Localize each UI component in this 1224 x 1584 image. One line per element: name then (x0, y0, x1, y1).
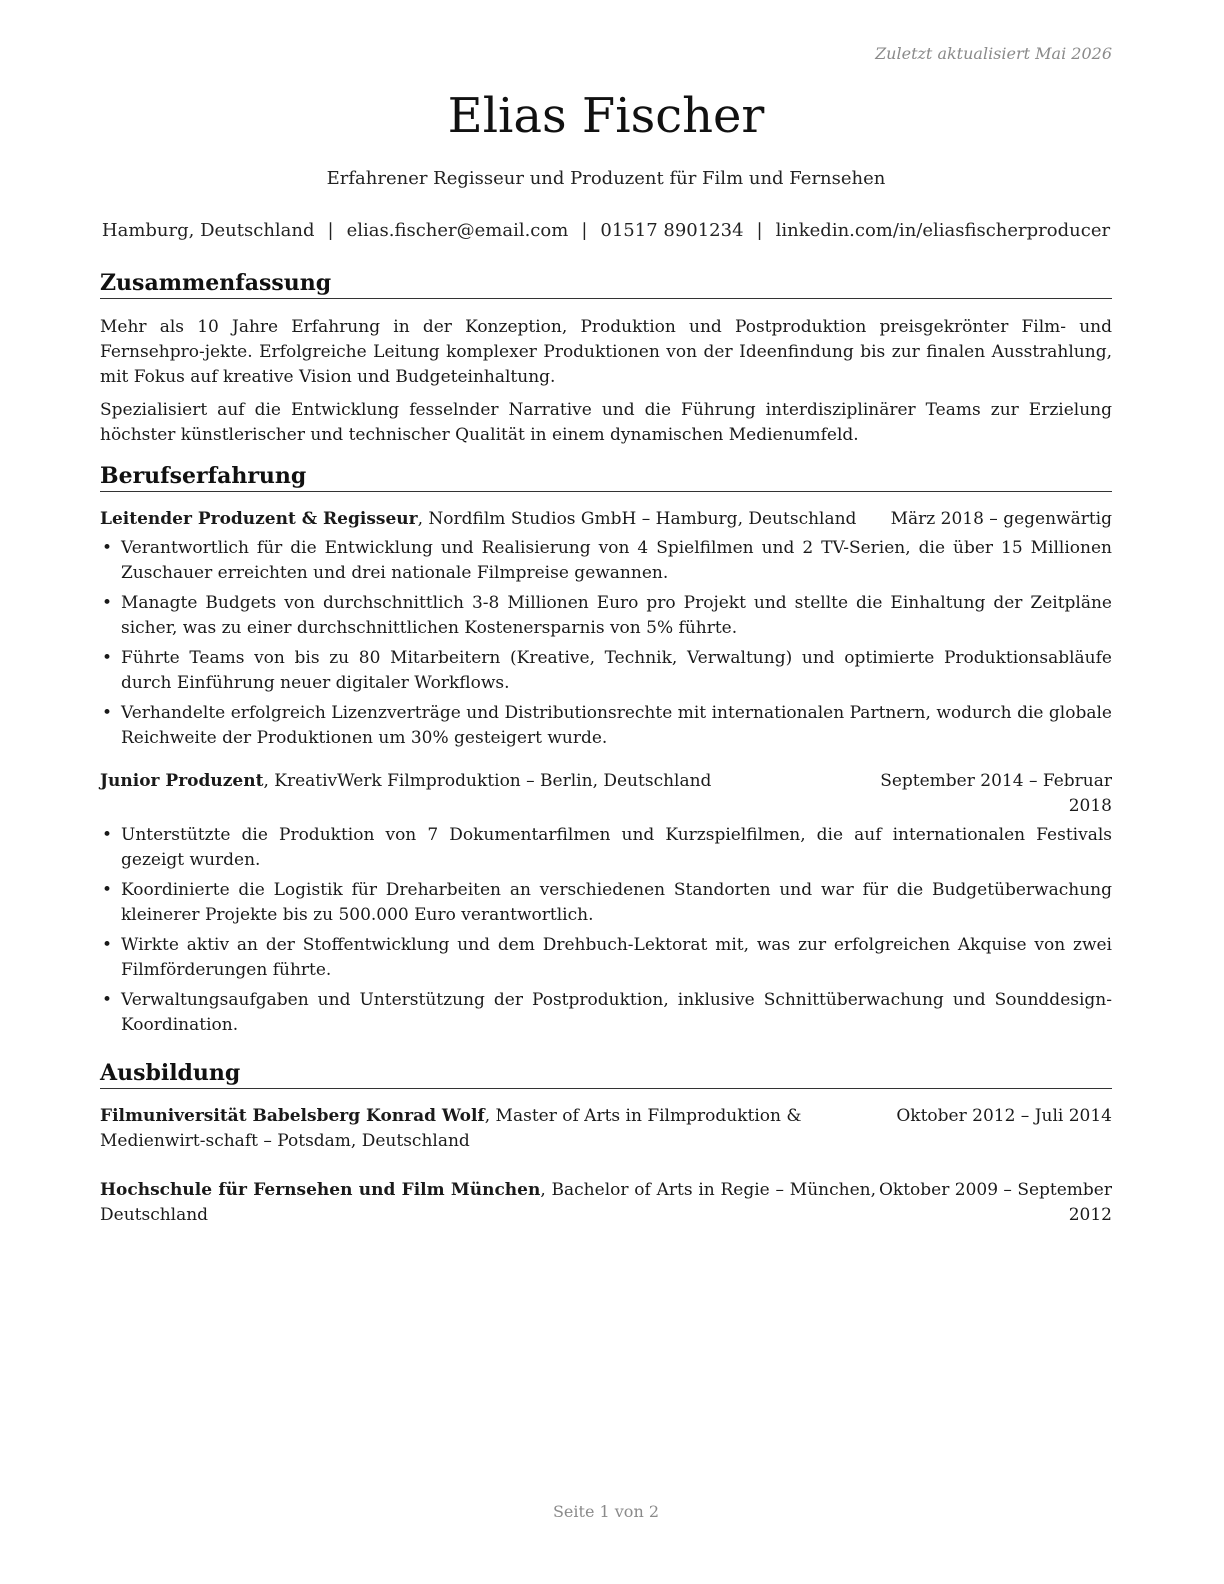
job-entry (100, 769, 1112, 1038)
section-heading: Ausbildung (100, 1060, 1112, 1089)
education-entry (100, 1104, 1112, 1154)
contact-line (16, 220, 1196, 241)
list-item (100, 646, 1112, 696)
bullet-text: Führte Teams von bis zu 80 Mitarbeitern (Kreative, Technik, Verwaltung) und optimierte Produktionsabläufe durch Einführung neuer digitaler Workflows. (121, 648, 1112, 693)
degree: , Bachelor of Arts in Regie – München, Deutschland (100, 1180, 876, 1225)
job-header (100, 507, 1112, 532)
bullet-icon: • (102, 648, 113, 668)
job-bullets (100, 536, 1112, 751)
bullet-text: Managte Budgets von durchschnittlich 3-8 Millionen Euro pro Projekt und stellte die Einhaltung der Zeitpläne sicher, was zu einer durchschnittlichen Kostenersparnis von 5% führte. (121, 593, 1112, 638)
bullet-icon: • (102, 990, 113, 1010)
school-name: Filmuniversität Babelsberg Konrad Wolf (100, 1106, 485, 1126)
bullet-text: Verantwortlich für die Entwicklung und Realisierung von 4 Spielfilmen und 2 TV-Serien, die über 15 Millionen Zuschauer erreichten und drei nationale Filmpreise gewannen. (121, 538, 1112, 583)
bullet-text: Wirkte aktiv an der Stoffentwicklung und dem Drehbuch-Lektorat mit, was zur erfolgreichen Akquise von zwei Filmförderungen führte. (121, 935, 1112, 980)
education-title-line (100, 1104, 896, 1154)
bullet-text: Koordinierte die Logistik für Dreharbeiten an verschiedenen Standorten und war für die Budgetüberwachung kleinerer Projekte bis zu 500.000 Euro verantwortlich. (121, 880, 1112, 925)
list-item (100, 878, 1112, 928)
tagline: Erfahrener Regisseur und Produzent für Film und Fernsehen (326, 168, 886, 189)
bullet-text: Unterstützte die Produktion von 7 Dokumentarfilmen und Kurzspielfilmen, die auf internationalen Festivals gezeigt wurden. (121, 825, 1112, 870)
education-dates: Oktober 2012 – Juli 2014 (896, 1106, 1112, 1126)
job-header (100, 769, 1112, 819)
list-item (100, 988, 1112, 1038)
bullet-icon: • (102, 825, 113, 845)
bullet-text: Verwaltungsaufgaben und Unterstützung der Postproduktion, inklusive Schnittüberwachung und Sounddesign-Koordination. (121, 990, 1112, 1035)
bullet-icon: • (102, 935, 113, 955)
last-updated: Zuletzt aktualisiert Mai 2026 (875, 44, 1112, 63)
job-role: Leitender Produzent & Regisseur (100, 509, 418, 529)
contact-location: Hamburg, Deutschland (101, 220, 315, 241)
bullet-icon: • (102, 538, 113, 558)
list-item (100, 933, 1112, 983)
job-org: , KreativWerk Filmproduktion – Berlin, Deutschland (263, 771, 712, 791)
summary-section (100, 270, 1112, 448)
school-name: Hochschule für Fernsehen und Film München (100, 1180, 541, 1200)
job-entry (100, 507, 1112, 751)
job-title-line (100, 769, 872, 794)
section-heading: Berufserfahrung (100, 463, 1112, 492)
education-entry (100, 1178, 1112, 1228)
separator: | (327, 220, 334, 241)
bullet-icon: • (102, 703, 113, 723)
degree: , Master of Arts in Filmproduktion & Medienwirt-schaft – Potsdam, Deutschland (100, 1106, 802, 1151)
separator: | (581, 220, 588, 241)
separator: | (756, 220, 763, 241)
resume-page (100, 0, 1112, 1584)
job-role: Junior Produzent (100, 771, 264, 791)
contact-phone: 01517 8901234 (600, 220, 744, 241)
experience-section (100, 463, 1112, 1043)
list-item (100, 591, 1112, 641)
page-title: Elias Fischer (447, 88, 765, 144)
contact-linkedin-link[interactable]: linkedin.com/in/eliasfischerproducer (775, 220, 1111, 241)
summary-paragraph: Mehr als 10 Jahre Erfahrung in der Konzeption, Produktion und Postproduktion preisgekrönter Film- und Fernsehpro-jekte. Erfolgreiche Leitung komplexer Produktionen von der Ideenfindung bis zur finalen Ausstrahlung, mit Fokus auf kreative Vision und Budgeteinhaltung. (100, 317, 1112, 387)
bullet-text: Verhandelte erfolgreich Lizenzverträge und Distributionsrechte mit internationalen Partnern, wodurch die globale Reichweite der Produktionen um 30% gesteigert wurde. (121, 703, 1112, 748)
page-number: Seite 1 von 2 (552, 1502, 660, 1521)
bullet-icon: • (102, 880, 113, 900)
list-item (100, 701, 1112, 751)
education-title-line (100, 1178, 876, 1228)
job-dates: September 2014 – Februar 2018 (880, 771, 1112, 816)
contact-email-link[interactable]: elias.fischer@email.com (346, 220, 569, 241)
job-title-line (100, 507, 891, 532)
education-dates: Oktober 2009 – September 2012 (878, 1180, 1112, 1225)
list-item (100, 823, 1112, 873)
summary-paragraph: Spezialisiert auf die Entwicklung fesselnder Narrative und die Führung interdisziplinärer Teams zur Erzielung höchster künstlerischer und technischer Qualität in einem dynamischen Medienumfeld. (100, 400, 1112, 445)
bullet-icon: • (102, 593, 113, 613)
list-item (100, 536, 1112, 586)
education-section (100, 1060, 1112, 1228)
job-org: , Nordfilm Studios GmbH – Hamburg, Deutschland (417, 509, 857, 529)
job-bullets (100, 823, 1112, 1038)
section-heading: Zusammenfassung (100, 270, 1112, 299)
job-dates: März 2018 – gegenwärtig (890, 509, 1112, 529)
